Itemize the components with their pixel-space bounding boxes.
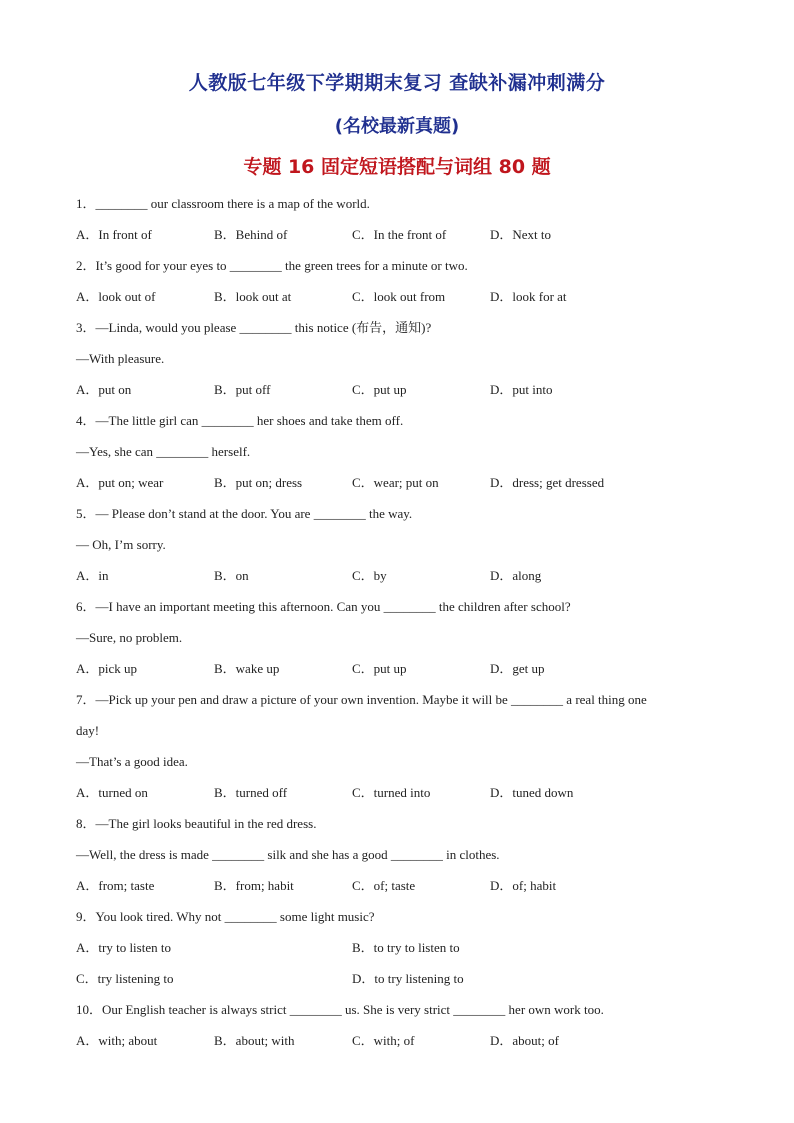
option-row xyxy=(76,281,716,312)
option-d[interactable]: D．about; of xyxy=(490,1033,559,1048)
question-stem: 6．—I have an important meeting this afternoon. Can you ________ the children after school? xyxy=(76,599,571,614)
option-b[interactable]: B．Behind of xyxy=(214,227,288,242)
option-a[interactable]: A．from; taste xyxy=(76,878,155,893)
question-1 xyxy=(76,188,716,250)
option-row xyxy=(76,560,716,591)
option-b[interactable]: B．put off xyxy=(214,382,271,397)
option-b[interactable]: B．put on; dress xyxy=(214,475,303,490)
question-9 xyxy=(76,901,716,994)
option-c[interactable]: C．with; of xyxy=(352,1033,415,1048)
document-subtitle: (名校最新真题) xyxy=(334,116,460,137)
question-stem: 1．________ our classroom there is a map of the world. xyxy=(76,196,370,211)
question-stem: 8．—The girl looks beautiful in the red dress. xyxy=(76,816,317,831)
option-a[interactable]: A．look out of xyxy=(76,289,156,304)
option-a[interactable]: A．put on xyxy=(76,382,132,397)
question-stem: 7．—Pick up your pen and draw a picture of your own invention. Maybe it will be ________ a real thing one xyxy=(76,692,647,707)
question-3 xyxy=(76,312,716,405)
topic-title: 专题 16 固定短语搭配与词组 80 题 xyxy=(243,156,551,178)
option-c[interactable]: C．of; taste xyxy=(352,878,416,893)
question-stem: 2．It’s good for your eyes to ________ the green trees for a minute or two. xyxy=(76,258,468,273)
option-b[interactable]: B．about; with xyxy=(214,1033,295,1048)
question-10 xyxy=(76,994,716,1056)
option-row xyxy=(76,374,716,405)
question-line: —That’s a good idea. xyxy=(76,754,188,769)
option-c[interactable]: C．wear; put on xyxy=(352,475,439,490)
option-a[interactable]: A．try to listen to xyxy=(76,940,171,955)
question-line: —With pleasure. xyxy=(76,351,165,366)
option-c[interactable]: C．turned into xyxy=(352,785,431,800)
question-6 xyxy=(76,591,716,684)
question-2 xyxy=(76,250,716,312)
question-line: —Sure, no problem. xyxy=(76,630,183,645)
question-4 xyxy=(76,405,716,498)
option-c[interactable]: C．put up xyxy=(352,661,407,676)
option-row xyxy=(76,963,716,994)
question-line: —Well, the dress is made ________ silk and she has a good ________ in clothes. xyxy=(76,847,500,862)
option-c[interactable]: C．by xyxy=(352,568,387,583)
option-a[interactable]: A．turned on xyxy=(76,785,148,800)
question-line: day! xyxy=(76,723,100,738)
option-d[interactable]: D．tuned down xyxy=(490,785,574,800)
option-a[interactable]: A．with; about xyxy=(76,1033,158,1048)
option-a[interactable]: A．in xyxy=(76,568,109,583)
option-c[interactable]: C．look out from xyxy=(352,289,446,304)
question-stem: 4．—The little girl can ________ her shoes and take them off. xyxy=(76,413,404,428)
option-row xyxy=(76,777,716,808)
question-line: —Yes, she can ________ herself. xyxy=(76,444,251,459)
option-a[interactable]: A．pick up xyxy=(76,661,138,676)
option-row xyxy=(76,653,716,684)
option-d[interactable]: D．put into xyxy=(490,382,553,397)
question-stem: 3．—Linda, would you please ________ this notice (布告，通知)? xyxy=(76,320,432,335)
question-5 xyxy=(76,498,716,591)
option-c[interactable]: C．In the front of xyxy=(352,227,447,242)
option-d[interactable]: D．get up xyxy=(490,661,545,676)
option-b[interactable]: B．on xyxy=(214,568,249,583)
question-8 xyxy=(76,808,716,901)
option-d[interactable]: D．look for at xyxy=(490,289,567,304)
question-line: — Oh, I’m sorry. xyxy=(76,537,166,552)
option-d[interactable]: D．Next to xyxy=(490,227,552,242)
option-row xyxy=(76,467,716,498)
option-d[interactable]: D．along xyxy=(490,568,542,583)
question-stem: 9．You look tired. Why not ________ some light music? xyxy=(76,909,375,924)
option-row xyxy=(76,219,716,250)
option-a[interactable]: A．put on; wear xyxy=(76,475,164,490)
question-stem: 5．— Please don’t stand at the door. You are ________ the way. xyxy=(76,506,413,521)
option-d[interactable]: D．dress; get dressed xyxy=(490,475,605,490)
option-b[interactable]: B．turned off xyxy=(214,785,288,800)
document-title: 人教版七年级下学期期末复习 查缺补漏冲刺满分 xyxy=(188,72,606,94)
question-7 xyxy=(76,684,716,808)
option-b[interactable]: B．from; habit xyxy=(214,878,294,893)
option-d[interactable]: D．to try listening to xyxy=(352,971,464,986)
option-b[interactable]: B．wake up xyxy=(214,661,280,676)
option-c[interactable]: C．put up xyxy=(352,382,407,397)
option-row xyxy=(76,870,716,901)
option-row xyxy=(76,932,716,963)
question-list xyxy=(76,188,716,1056)
option-c[interactable]: C．try listening to xyxy=(76,971,174,986)
option-b[interactable]: B．look out at xyxy=(214,289,292,304)
option-b[interactable]: B．to try to listen to xyxy=(352,940,460,955)
option-a[interactable]: A．In front of xyxy=(76,227,152,242)
option-row xyxy=(76,1025,716,1056)
option-d[interactable]: D．of; habit xyxy=(490,878,557,893)
question-stem: 10．Our English teacher is always strict ________ us. She is very strict ________ her own work too. xyxy=(76,1002,604,1017)
